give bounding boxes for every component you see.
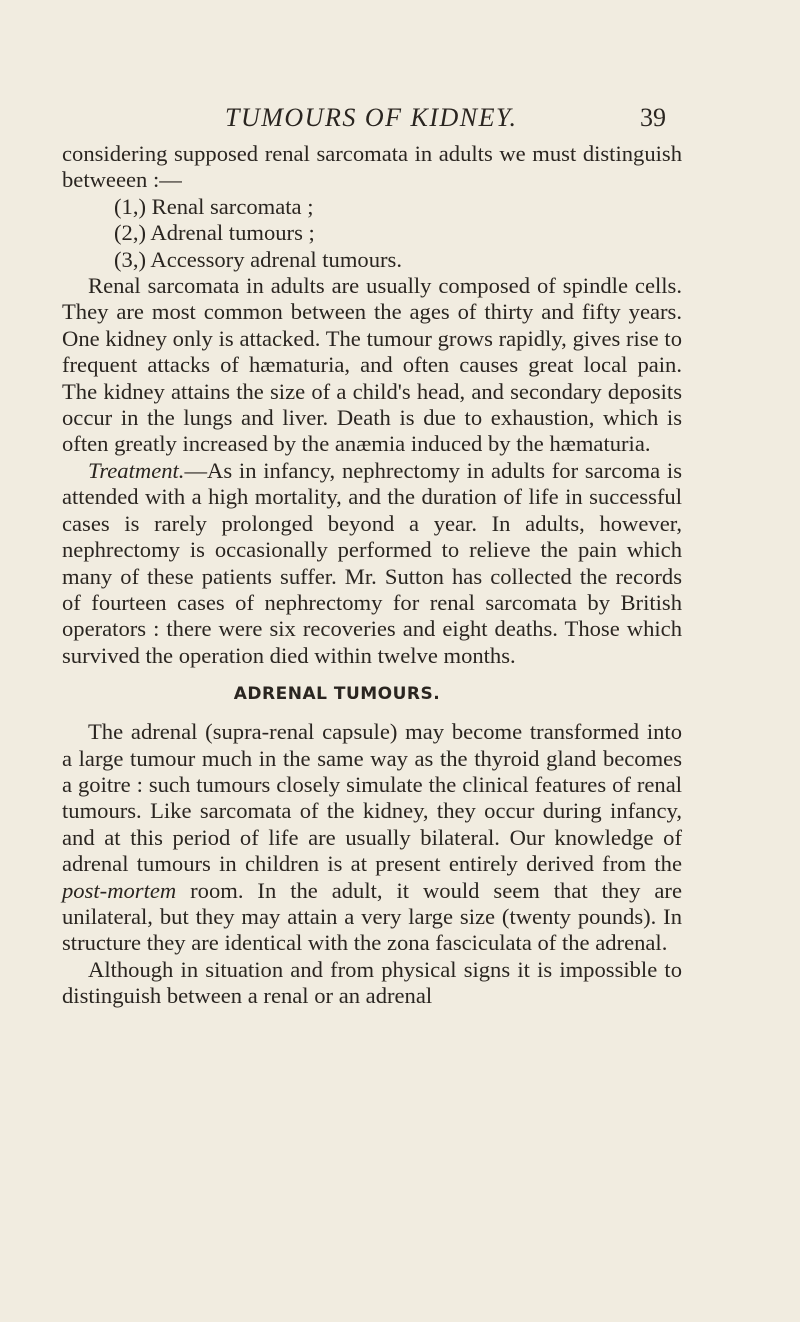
adrenal-paragraph <box>62 719 682 957</box>
final-paragraph: Although in situation and from physical signs it is impossible to distinguish between a renal or an adrenal <box>62 956 682 1009</box>
adrenal-text-part2: room. In the adult, it would seem that they are unilateral, but they may attain a very large size (twenty pounds). In structure they are identical with the zona fasciculata of the adrenal. <box>62 877 682 956</box>
treatment-paragraph <box>62 458 682 669</box>
list-item: (3,) Accessory adrenal tumours. <box>114 246 402 272</box>
differential-list <box>62 194 682 273</box>
running-title: TUMOURS OF KIDNEY. <box>225 103 518 132</box>
renal-sarcomata-paragraph: Renal sarcomata in adults are usually composed of spindle cells. They are most common between the ages of thirty and fifty years. One kidney only is attacked. The tumour grows rapidly, gives rise to frequent attacks of hæmaturia, and often causes great local pain. The kidney attains the size of a child's head, and secondary deposits occur in the lungs and liver. Death is due to exhaustion, which is often greatly increased by the anæmia induced by the hæmaturia. <box>62 273 682 457</box>
treatment-label: Treatment. <box>88 457 185 483</box>
treatment-text: —As in infancy, nephrectomy in adults for sarcoma is attended with a high mortality, and the duration of life in successful cases is rarely prolonged beyond a year. In adults, however, nephrectomy is occasionally performed to relieve the pain which many of these patients suffer. Mr. Sutton has collected the records of fourteen cases of nephrectomy for renal sarcomata by British operators : there were six recoveries and eight deaths. Those which survived the operation died within twelve months. <box>62 457 682 668</box>
list-item: (1,) Renal sarcomata ; <box>114 193 314 219</box>
page-number: 39 <box>640 103 666 132</box>
intro-paragraph: considering supposed renal sarcomata in adults we must distinguish betweeen :— <box>62 141 682 193</box>
body-text <box>62 141 682 1010</box>
list-item: (2,) Adrenal tumours ; <box>114 220 315 246</box>
post-mortem-term: post-mortem <box>62 877 177 903</box>
adrenal-text-part1: The adrenal (supra-renal capsule) may become transformed into a large tumour much in the same way as the thyroid gland becomes a goitre : such tumours closely simulate the clinical features of renal tumours. Like sarcomata of the kidney, they occur during infancy, and at this period of life are usually bilateral. Our knowledge of adrenal tumours in children is at present entirely derived from the <box>62 719 682 877</box>
running-head <box>0 100 800 136</box>
section-heading: ADRENAL TUMOURS. <box>233 684 441 705</box>
